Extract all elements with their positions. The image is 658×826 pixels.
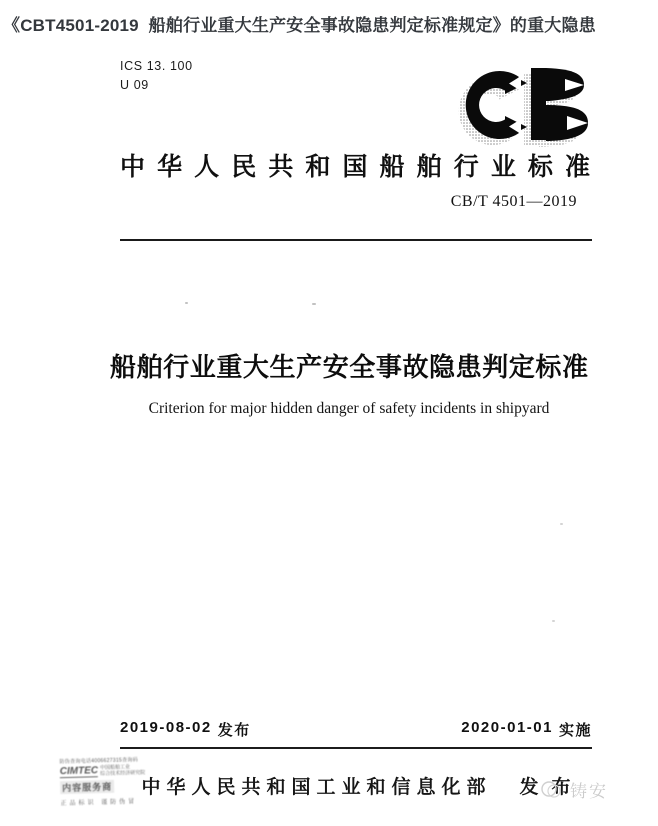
implement-date-group [461, 719, 592, 740]
stamp-badge: 内容服务商 [60, 780, 114, 794]
scan-speck [560, 523, 563, 525]
stamp-org-name [100, 764, 145, 777]
implement-label: 实施 [558, 722, 592, 739]
doc-class-code: U 09 [120, 78, 149, 92]
standard-number: CB/T 4501—2019 [450, 193, 577, 210]
issue-date-group [120, 719, 251, 740]
zhuan-logo-icon [540, 778, 564, 802]
standard-title-en: Criterion for major hidden danger of safety incidents in shipyard [148, 400, 550, 417]
scan-speck [185, 302, 188, 304]
cimtec-logo: CIMTEC [59, 765, 99, 778]
zhuan-watermark [540, 777, 608, 802]
dates-row [120, 719, 592, 749]
publisher-name: 中华人民共和国工业和信息化部 [141, 777, 492, 798]
standard-title-cn: 船舶行业重大生产安全事故隐患判定标准 [110, 352, 588, 382]
publisher-row [120, 772, 592, 799]
zhuan-watermark-text: 铸安 [570, 782, 608, 801]
stamp-org-line1: 中国船舶工业 [99, 764, 131, 772]
anti-counterfeit-stamp [59, 756, 152, 807]
scan-speck [312, 303, 316, 305]
cb-standard-logo-icon [452, 56, 592, 148]
standard-type-heading: 中华人民共和国船舶行业标准 [120, 153, 590, 181]
ics-code: ICS 13. 100 [120, 59, 193, 73]
header-divider-rule [120, 239, 592, 241]
scan-speck [552, 620, 555, 622]
article-title: 《CBT4501-2019 船舶行业重大生产安全事故隐患判定标准规定》的重大隐患 [3, 16, 596, 35]
implement-date: 2020-01-01 [461, 719, 553, 736]
issue-date: 2019-08-02 [120, 719, 212, 736]
stamp-hotline-text: 防伪查询电话4006627315查询码 [59, 757, 139, 766]
publish-label: 发布 [519, 777, 584, 798]
stamp-footer-text: 正品标识 谨防伪冒 [60, 799, 138, 808]
issue-label: 发布 [217, 722, 251, 739]
stamp-org-line2: 综合技术经济研究院 [100, 769, 146, 778]
